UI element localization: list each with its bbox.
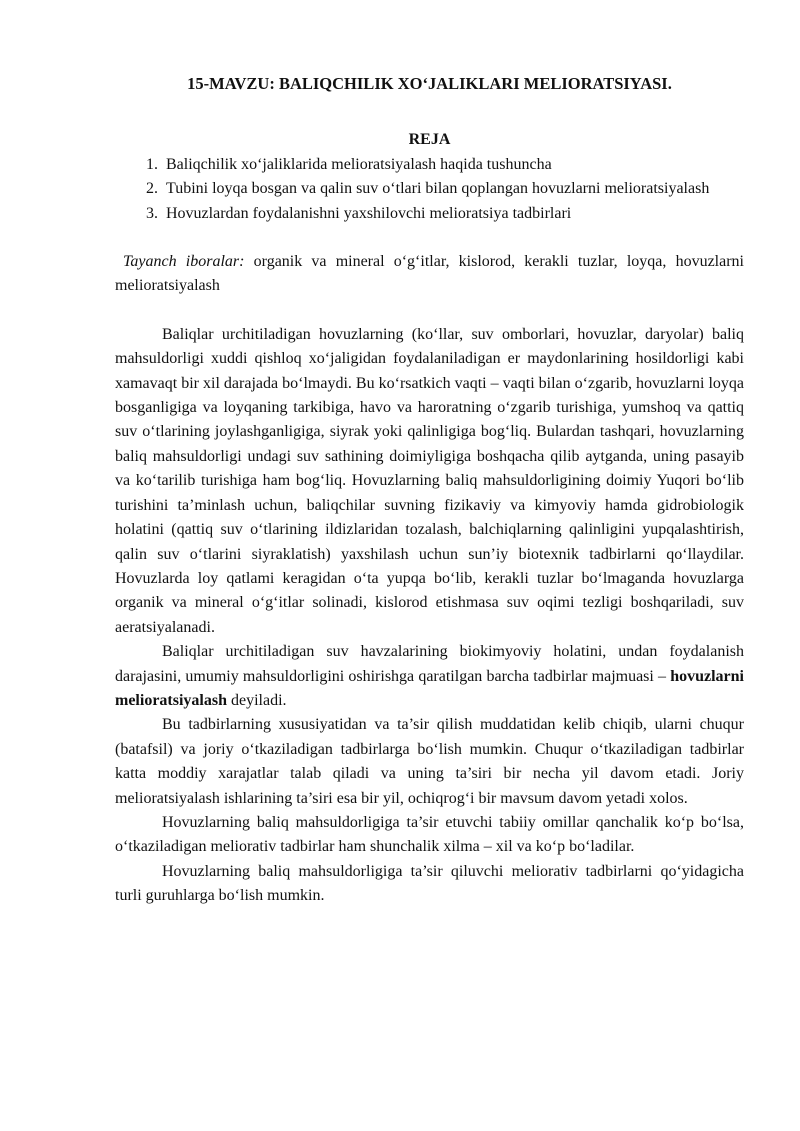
plan-list bbox=[115, 153, 744, 226]
plan-item: 1. Baliqchilik xo‘jaliklarida melioratsiyalash haqida tushuncha bbox=[162, 153, 744, 177]
body-paragraph-2 bbox=[115, 640, 744, 713]
keywords-text: organik va mineral o‘g‘itlar, kislorod, kerakli tuzlar, loyqa, hovuzlarni melioratsiyalash bbox=[115, 253, 744, 295]
body-paragraph-5: Hovuzlarning baliq mahsuldorligiga ta’sir qiluvchi meliorativ tadbirlarni qo‘yidagicha turli guruhlarga bo‘lish mumkin. bbox=[115, 862, 744, 905]
paragraph-2-text-end: deyiladi. bbox=[227, 691, 287, 709]
paragraph-spacer bbox=[115, 299, 744, 323]
body-paragraph-3: Bu tadbirlarning xususiyatidan va ta’sir qilish muddatidan kelib chiqib, ularni chuqur (batafsil) va joriy o‘tkaziladigan tadbirlarga bo‘lish mumkin. Chuqur o‘tkaziladigan tadbirlar katta moddiy xarajatlar talab qiladi va uning ta’siri bir necha yil davom etadi. Joriy melioratsiyalash ishlarining ta’siri esa bir yil, ochiqrog‘i bir mavsum davom yetadi xolos. bbox=[115, 716, 744, 807]
plan-item: 3. Hovuzlardan foydalanishni yaxshilovchi melioratsiya tadbirlari bbox=[162, 202, 744, 226]
plan-item: 2. Tubini loyqa bosgan va qalin suv o‘tlari bilan qoplangan hovuzlarni melioratsiyalash bbox=[162, 177, 744, 201]
paragraph-2-text-start: Baliqlar urchitiladigan suv havzalarining biokimyoviy holatini, undan foydalanish darajasini, umumiy mahsuldorligini oshirishga qaratilgan barcha tadbirlar majmuasi – bbox=[115, 643, 744, 685]
keywords-label: Tayanch iboralar: bbox=[123, 253, 245, 271]
term-highlight: hovuzlarni melioratsiyalash bbox=[115, 667, 744, 709]
keywords-block bbox=[115, 250, 744, 299]
page-title: 15-MAVZU: BALIQCHILIK XO‘JALIKLARI MELIORATSIYASI. bbox=[187, 74, 672, 93]
body-paragraph-4: Hovuzlarning baliq mahsuldorligiga ta’sir etuvchi tabiiy omillar qanchalik ko‘p bo‘lsa, o‘tkaziladigan meliorativ tadbirlar ham shunchalik xilma – xil va ko‘p bo‘ladilar. bbox=[115, 813, 744, 856]
body-paragraph-1: Baliqlar urchitiladigan hovuzlarning (ko‘llar, suv omborlari, hovuzlar, daryolar) baliq mahsuldorligi xuddi qishloq xo‘jaligidan foydalaniladigan er maydonlarining hosildorligi kabi xamavaqt bir xil darajada bo‘lmaydi. Bu ko‘rsatkich vaqti – vaqti bilan o‘zgarib, hovuzlarni loyqa bosganligiga va loyqaning tarkibiga, havo va haroratning o‘zgarib turishiga, yumshoq va qattiq suv o‘tlarining joylashganligiga, siyrak yoki qalinligiga bog‘liq. Bulardan tashqari, hovuzlarning baliq mahsuldorligi undagi suv sathining doimiyligiga boshqacha qilib aytganda, uning pasayib va ko‘tarilib turishiga ham bog‘liq. Hovuzlarning baliq mahsuldorligining doimiy Yuqori bo‘lib turishini ta’minlash uchun, baliqchilar suvning fizikaviy va kimyoviy hamda gidrobiologik holatini (qattiq suv o‘tlarining ildizlaridan tozalash, balchiqlarning qalinligini yupqalashtirish, qalin suv o‘tlarini siyraklatish) yaxshilash uchun sun’iy biotexnik tadbirlarni qo‘llaydilar. Hovuzlarda loy qatlami keragidan o‘ta yupqa bo‘lib, kerakli tuzlar bo‘lmaganda hovuzlarga organik va mineral o‘g‘itlar solinadi, kislorod etishmasa suv oqimi tezligi boshqariladi, suv aeratsiyalanadi. bbox=[115, 325, 744, 636]
plan-heading: REJA bbox=[408, 131, 451, 149]
